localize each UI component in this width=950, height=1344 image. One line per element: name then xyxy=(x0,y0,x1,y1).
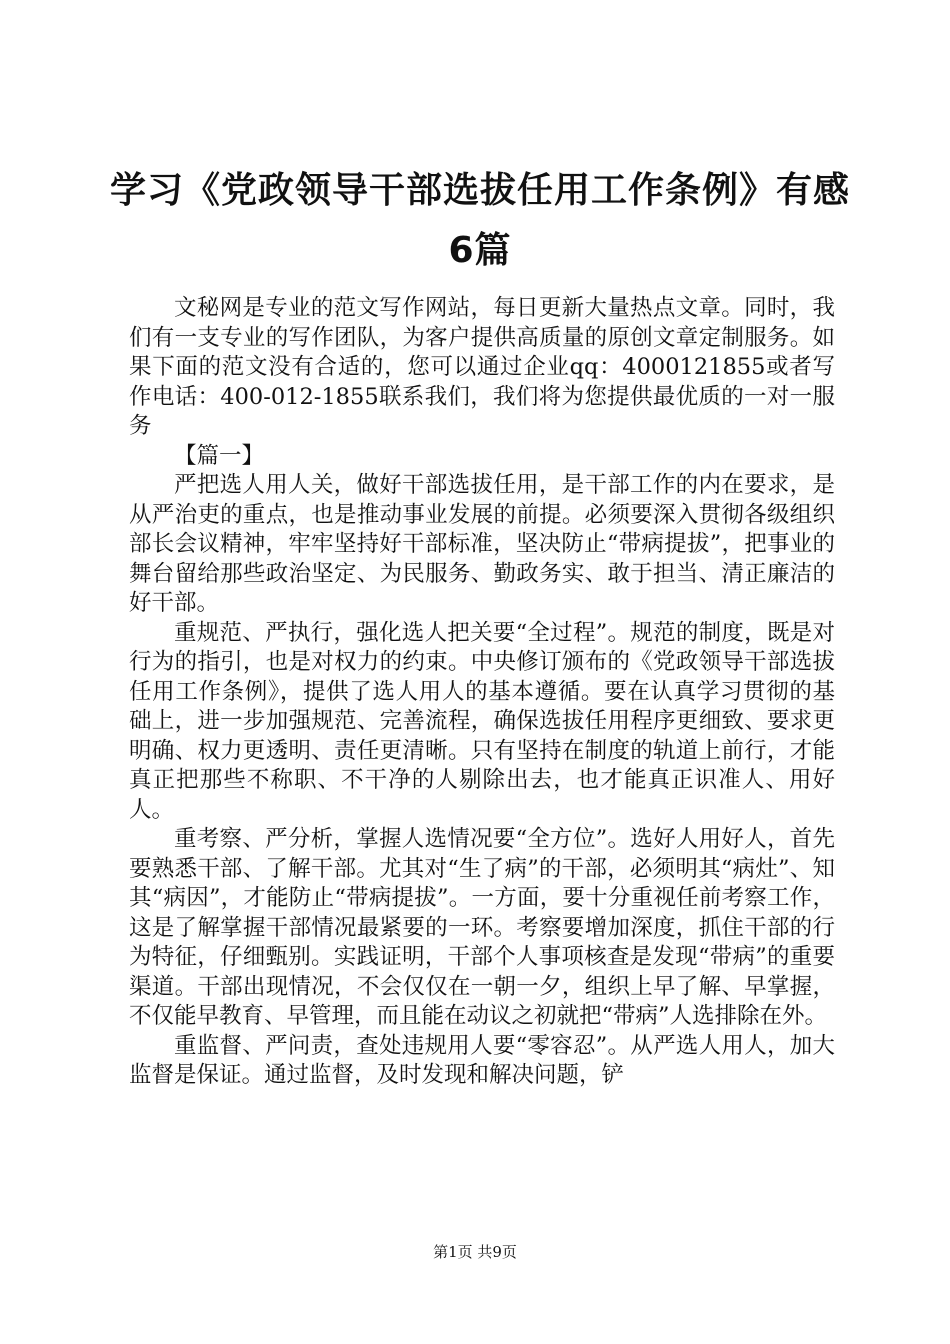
document-body xyxy=(129,294,835,1091)
body-paragraph: 重规范、严执行，强化选人把关要“全过程”。规范的制度，既是对行为的指引，也是对权力的约束。中央修订颁布的《党政领导干部选拔任用工作条例》，提供了选人用人的基本遵循。要在认真学习贯彻的基础上，进一步加强规范、完善流程，确保选拔任用程序更细致、要求更明确、权力更透明、责任更清晰。只有坚持在制度的轨道上前行，才能真正把那些不称职、不干净的人剔除出去，也才能真正识准人、用好人。 xyxy=(129,619,835,823)
intro-paragraph: 文秘网是专业的范文写作网站，每日更新大量热点文章。同时，我们有一支专业的写作团队，为客户提供高质量的原创文章定制服务。如果下面的范文没有合适的，您可以通过企业qq：4000121855或者写作电话：400-012-1855联系我们，我们将为您提供最优质的一对一服务 xyxy=(129,295,835,439)
body-paragraph: 重考察、严分析，掌握人选情况要“全方位”。选好人用好人，首先要熟悉干部、了解干部。尤其对“生了病”的干部，必须明其“病灶”、知其“病因”，才能防止“带病提拔”。一方面，要十分重视任前考察工作，这是了解掌握干部情况最紧要的一环。考察要增加深度，抓住干部的行为特征，仔细甄别。实践证明，干部个人事项核查是发现“带病”的重要渠道。干部出现情况，不会仅仅在一朝一夕，组织上早了解、早掌握，不仅能早教育、早管理，而且能在动议之初就把“带病”人选排除在外。 xyxy=(129,826,835,1029)
body-paragraph: 重监督、严问责，查处违规用人要“零容忍”。从严选人用人，加大监督是保证。通过监督，及时发现和解决问题，铲 xyxy=(129,1032,835,1088)
document-title-line2: 6篇 xyxy=(448,230,512,271)
body-paragraph: 严把选人用人关，做好干部选拔任用，是干部工作的内在要求，是从严治吏的重点，也是推动事业发展的前提。必须要深入贯彻各级组织部长会议精神，牢牢坚持好干部标准，坚决防止“带病提拔”，把事业的舞台留给那些政治坚定、为民服务、勤政务实、敢于担当、清正廉洁的好干部。 xyxy=(129,472,835,616)
document-title-line1: 学习《党政领导干部选拔任用工作条例》有感 xyxy=(110,170,851,211)
section-heading: 【篇一】 xyxy=(174,442,265,469)
page-footer: 第1页 共9页 xyxy=(433,1243,517,1261)
